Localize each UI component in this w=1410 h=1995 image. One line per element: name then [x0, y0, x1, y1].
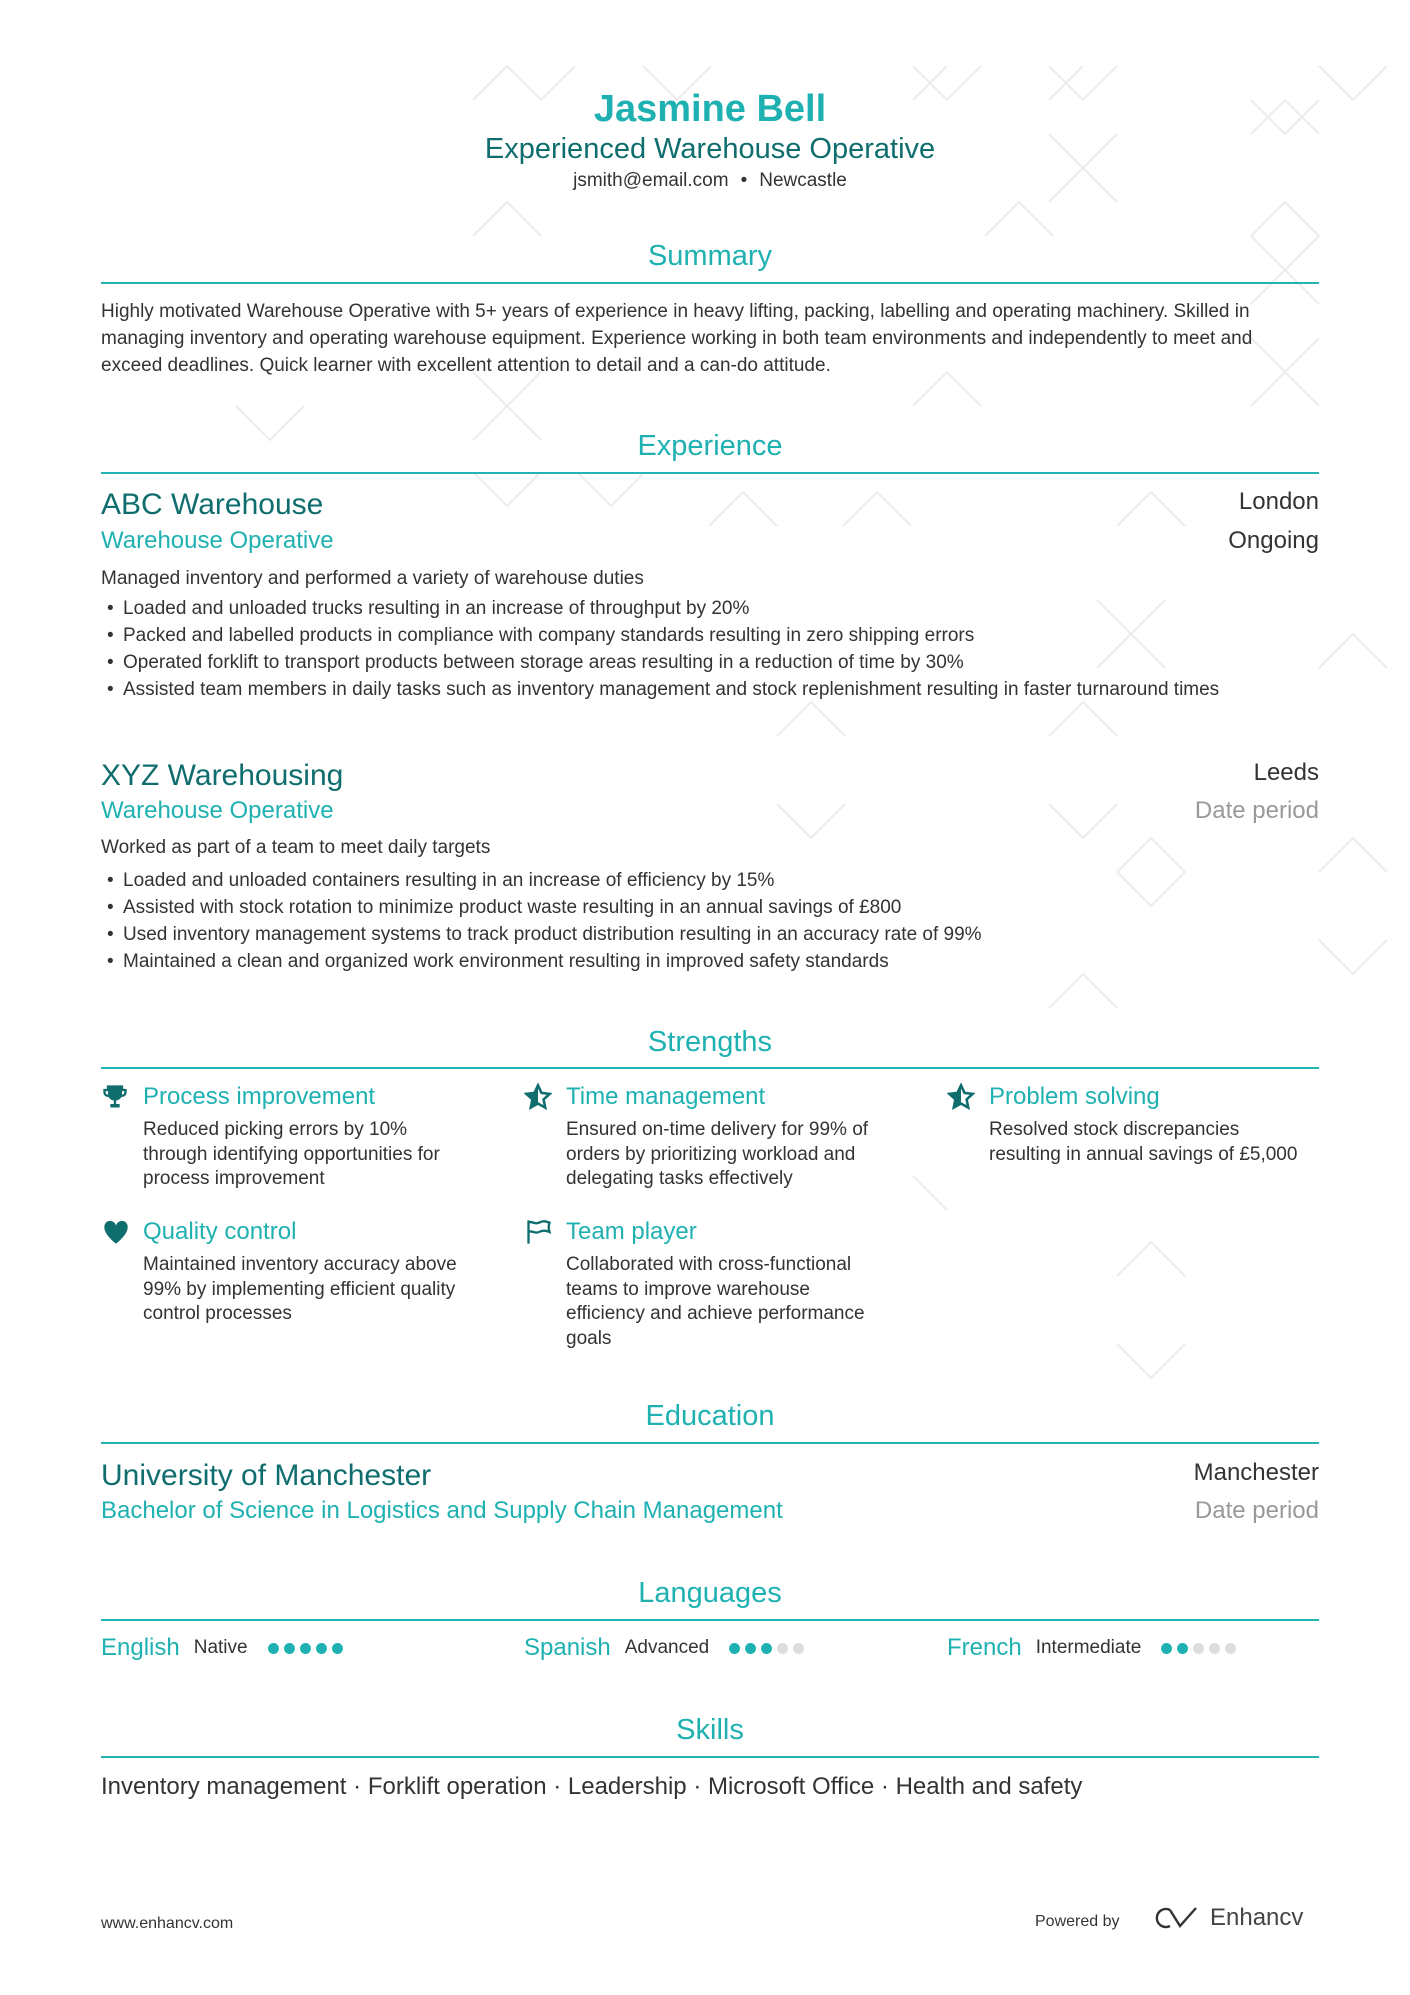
strength-item — [101, 1217, 481, 1327]
languages-heading: Languages — [638, 1577, 782, 1609]
strength-item — [101, 1082, 481, 1192]
skill-separator: · — [346, 1773, 368, 1800]
language-level: Native — [193, 1637, 248, 1658]
job-description: Managed inventory and performed a variety of warehouse duties — [101, 568, 644, 589]
strengths-heading: Strengths — [647, 1026, 773, 1058]
email[interactable]: jsmith@email.com — [573, 170, 729, 191]
skill-item: Health and safety — [895, 1773, 1083, 1800]
skill-item: Inventory management — [101, 1773, 347, 1800]
language-item — [524, 1634, 804, 1662]
candidate-title: Experienced Warehouse Operative — [484, 133, 936, 165]
education-heading: Education — [645, 1400, 775, 1432]
school-location: Manchester — [1193, 1459, 1319, 1486]
strength-text: Collaborated with cross-functional teams to improve warehouse efficiency and achieve performance goals — [566, 1254, 865, 1349]
experience-heading: Experience — [637, 430, 783, 462]
job-bullet: • Loaded and unloaded containers resulting in an increase of efficiency by 15% — [101, 867, 1319, 894]
footer-powered-by: Powered by — [1035, 1913, 1120, 1930]
job-bullet: • Maintained a clean and organized work environment resulting in improved safety standards — [101, 948, 1319, 975]
summary-divider — [101, 282, 1319, 284]
separator-dot: • — [740, 170, 748, 191]
location: Newcastle — [759, 170, 847, 191]
language-item — [101, 1634, 343, 1662]
strength-item — [524, 1217, 904, 1351]
strength-title: Process improvement — [143, 1083, 376, 1110]
job-description: Worked as part of a team to meet daily targets — [101, 837, 491, 858]
rating-dot-filled — [745, 1643, 756, 1654]
skill-item: Forklift operation — [367, 1773, 547, 1800]
job-company: ABC Warehouse — [101, 488, 324, 521]
language-name: English — [101, 1634, 180, 1661]
language-level: Intermediate — [1035, 1637, 1142, 1658]
skill-item: Leadership — [567, 1773, 687, 1800]
skills-list — [101, 1772, 1319, 1802]
enhancv-logo-icon — [1154, 1905, 1200, 1931]
job-bullet: • Operated forklift to transport products between storage areas resulting in a reduction of time by 30% — [101, 649, 1319, 676]
education-divider — [101, 1442, 1319, 1444]
rating-dot-empty — [1193, 1643, 1204, 1654]
strength-text: Maintained inventory accuracy above 99% by implementing efficient quality control processes — [143, 1254, 457, 1324]
trophy-icon — [101, 1082, 133, 1112]
job-company: XYZ Warehousing — [101, 759, 344, 792]
strength-text: Resolved stock discrepancies resulting in annual savings of £5,000 — [989, 1119, 1298, 1165]
rating-dot-filled — [729, 1643, 740, 1654]
skill-separator: · — [874, 1773, 896, 1800]
job-bullet: • Assisted team members in daily tasks such as inventory management and stock replenishment resulting in faster turnaround times — [101, 676, 1319, 703]
footer-website[interactable]: www.enhancv.com — [101, 1915, 234, 1932]
job-bullet: • Assisted with stock rotation to minimize product waste resulting in an annual savings of £800 — [101, 894, 1319, 921]
rating-dot-empty — [1225, 1643, 1236, 1654]
job-bullet: • Used inventory management systems to track product distribution resulting in an accuracy rate of 99% — [101, 921, 1319, 948]
rating-dot-filled — [332, 1643, 343, 1654]
rating-dot-filled — [1161, 1643, 1172, 1654]
languages-divider — [101, 1619, 1319, 1621]
rating-dot-filled — [284, 1643, 295, 1654]
rating-dot-filled — [1177, 1643, 1188, 1654]
rating-dot-filled — [761, 1643, 772, 1654]
strengths-divider — [101, 1067, 1319, 1069]
rating-dot-empty — [1209, 1643, 1220, 1654]
job-bullet: • Loaded and unloaded trucks resulting in an increase of throughput by 20% — [101, 595, 1319, 622]
skill-item: Microsoft Office — [707, 1773, 875, 1800]
job-period: Ongoing — [1228, 527, 1319, 554]
rating-dot-filled — [268, 1643, 279, 1654]
strength-text: Reduced picking errors by 10% through identifying opportunities for process improvement — [143, 1119, 440, 1189]
language-name: French — [947, 1634, 1022, 1661]
job-location: London — [1238, 488, 1319, 515]
strength-title: Problem solving — [989, 1083, 1160, 1110]
language-item — [947, 1634, 1236, 1662]
candidate-name: Jasmine Bell — [593, 88, 827, 130]
language-rating — [268, 1643, 343, 1654]
skill-separator: · — [546, 1773, 568, 1800]
strength-title: Time management — [566, 1083, 766, 1110]
experience-divider — [101, 472, 1319, 474]
contact-info — [101, 170, 1319, 192]
skill-separator: · — [686, 1773, 708, 1800]
education-period: Date period — [1194, 1497, 1319, 1524]
summary-heading: Summary — [647, 240, 773, 272]
strength-text: Ensured on-time delivery for 99% of orders by prioritizing workload and delegating tasks effectively — [566, 1119, 869, 1189]
job-bullets — [101, 595, 1319, 703]
flag-icon — [524, 1217, 556, 1247]
enhancv-brand: Enhancv — [1210, 1904, 1304, 1931]
summary-text: Highly motivated Warehouse Operative with 5+ years of experience in heavy lifting, packing, labelling and operating machinery. Skilled in managing inventory and operating warehouse equipment. Experience working in both team environments and independently to meet and exceed deadlines. Quick learner with excellent attention to detail and a can-do attitude. — [101, 301, 1253, 376]
enhancv-logo[interactable] — [1154, 1904, 1303, 1932]
job-bullet: • Packed and labelled products in compliance with company standards resulting in zero shipping errors — [101, 622, 1319, 649]
skills-heading: Skills — [676, 1714, 744, 1746]
job-period: Date period — [1194, 797, 1319, 824]
skills-divider — [101, 1756, 1319, 1758]
strength-title: Quality control — [143, 1218, 297, 1245]
job-role: Warehouse Operative — [101, 797, 334, 824]
degree: Bachelor of Science in Logistics and Supply Chain Management — [101, 1497, 783, 1524]
job-bullets — [101, 867, 1319, 975]
job-location: Leeds — [1253, 759, 1319, 786]
language-rating — [1161, 1643, 1236, 1654]
heart-icon — [101, 1217, 133, 1247]
language-level: Advanced — [624, 1637, 710, 1658]
rating-dot-filled — [300, 1643, 311, 1654]
strength-item — [524, 1082, 904, 1192]
star-icon — [524, 1082, 556, 1112]
rating-dot-empty — [793, 1643, 804, 1654]
strength-title: Team player — [566, 1218, 697, 1245]
language-rating — [729, 1643, 804, 1654]
job-role: Warehouse Operative — [101, 527, 334, 554]
star-icon — [947, 1082, 979, 1112]
rating-dot-empty — [777, 1643, 788, 1654]
strength-item — [947, 1082, 1327, 1167]
language-name: Spanish — [524, 1634, 611, 1661]
school-name: University of Manchester — [101, 1459, 432, 1492]
rating-dot-filled — [316, 1643, 327, 1654]
